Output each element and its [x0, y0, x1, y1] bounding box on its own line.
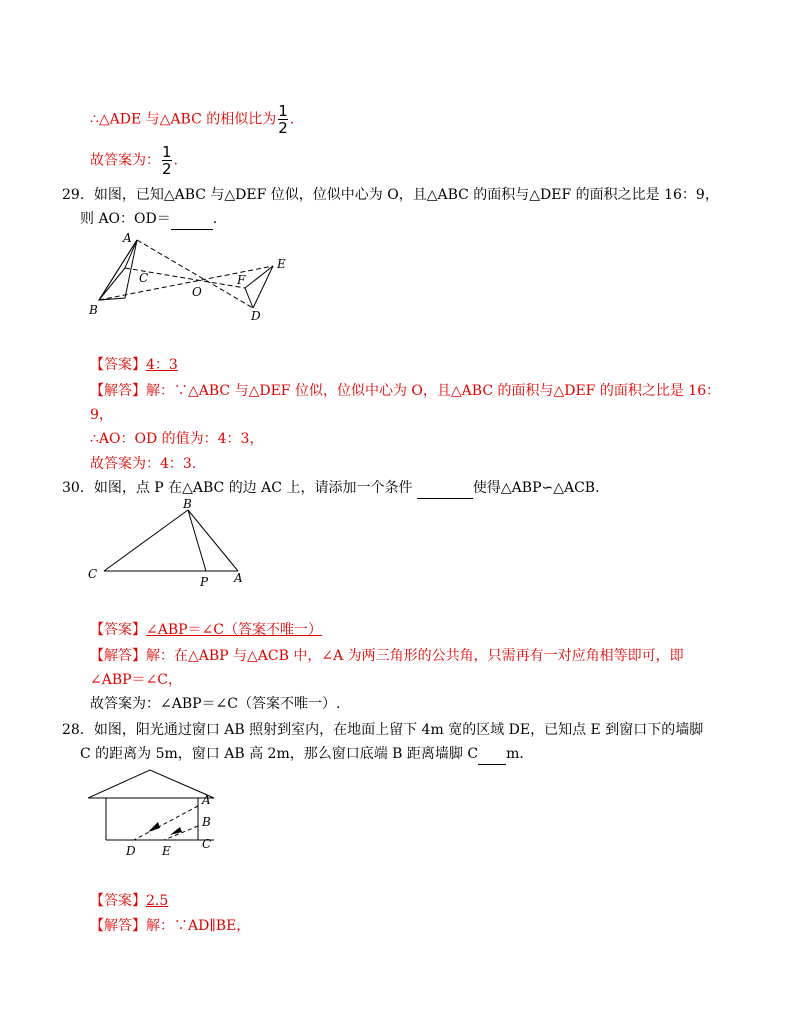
q28-label-A: A	[202, 793, 211, 807]
q28-stem-line2	[80, 744, 533, 765]
q28-label-C: C	[202, 837, 212, 851]
frac-denominator: 2	[162, 160, 172, 178]
q30-blank	[417, 478, 473, 499]
ratio-prefix: ∴△ADE 与△ABC 的相似比为	[90, 111, 277, 128]
frac-denominator: 2	[278, 119, 288, 137]
ratio-line	[90, 104, 294, 135]
ratio-fraction	[278, 104, 288, 135]
ratio-period: .	[289, 111, 295, 128]
q29-explain2: 9，	[90, 407, 113, 423]
q29-answer-line	[90, 355, 178, 375]
q30-answer-label: 【答案】	[90, 622, 146, 638]
q29-stem-prefix: 则 AO：OD＝	[80, 211, 171, 227]
q28-label-B: B	[202, 815, 211, 829]
q28-explain1: 【解答】解：∵AD∥BE，	[90, 918, 251, 934]
q30-stem-suffix: 使得△ABP∽△ACB.	[472, 480, 600, 496]
q30-answer-value: ∠ABP＝∠C（答案不唯一）	[146, 622, 322, 638]
q28-stem-suffix: m．	[506, 746, 534, 762]
q29-label-A: A	[123, 231, 132, 245]
q29-label-O: O	[192, 285, 202, 299]
q29-label-C: C	[139, 271, 149, 285]
q29-answer-label: 【答案】	[90, 357, 146, 373]
prev-answer-prefix: 故答案为：	[90, 152, 160, 169]
q29-label-F: F	[237, 273, 246, 287]
q29-label-E: E	[277, 257, 286, 271]
q28-answer-value: 2.5	[146, 893, 169, 909]
prev-answer-period: .	[173, 152, 178, 169]
q29-blank	[171, 209, 213, 230]
q30-label-A: A	[234, 571, 243, 585]
q28-blank	[478, 744, 506, 765]
q29-explain3: ∴AO：OD 的值为：4：3，	[90, 431, 264, 447]
q30-figure	[82, 496, 257, 591]
q30-label-C: C	[88, 567, 98, 581]
q28-stem-line1: 28．如图，阳光通过窗口 AB 照射到室内，在地面上留下 4m 宽的区域 DE，已知点 E 到窗口下的墙脚	[62, 722, 704, 738]
frac-numerator: 1	[278, 102, 288, 120]
q30-explain2: ∠ABP＝∠C，	[90, 672, 182, 688]
q28-stem-prefix: C 的距离为 5m，窗口 AB 高 2m，那么窗口底端 B 距离墙脚 C	[80, 746, 479, 762]
q29-label-B: B	[89, 303, 98, 317]
q29-label-D: D	[251, 309, 261, 323]
q30-explain3: 故答案为：∠ABP＝∠C（答案不唯一）.	[90, 696, 341, 712]
q28-label-E: E	[162, 844, 171, 858]
q29-stem-suffix: .	[212, 211, 218, 227]
q29-explain1: 【解答】解：∵△ABC 与△DEF 位似，位似中心为 O，且△ABC 的面积与△DEF 的面积之比是 16：	[90, 383, 721, 399]
q30-explain1: 【解答】解：在△ABP 与△ACB 中，∠A 为两三角形的公共角，只需再有一对应角相等即可，即	[90, 648, 684, 664]
prev-answer-fraction	[162, 145, 172, 176]
q30-answer-line	[90, 620, 322, 640]
q28-label-D: D	[126, 844, 136, 858]
q29-stem-line2	[80, 209, 217, 230]
q30-stem-prefix: 30．如图，点 P 在△ABC 的边 AC 上，请添加一个条件	[62, 480, 417, 496]
q30-label-P: P	[200, 575, 209, 589]
frac-numerator: 1	[162, 143, 172, 161]
q29-answer-value: 4：3	[146, 357, 178, 373]
q28-answer-line	[90, 891, 168, 911]
q29-explain4: 故答案为：4：3.	[90, 456, 197, 472]
q29-stem-line1: 29．如图，已知△ABC 与△DEF 位似，位似中心为 O，且△ABC 的面积与△DEF 的面积之比是 16：9，	[62, 187, 719, 203]
prev-answer-line	[90, 145, 178, 176]
q30-label-B: B	[183, 497, 192, 511]
q28-answer-label: 【答案】	[90, 893, 146, 909]
q28-figure	[88, 766, 233, 861]
q29-figure	[85, 228, 300, 323]
